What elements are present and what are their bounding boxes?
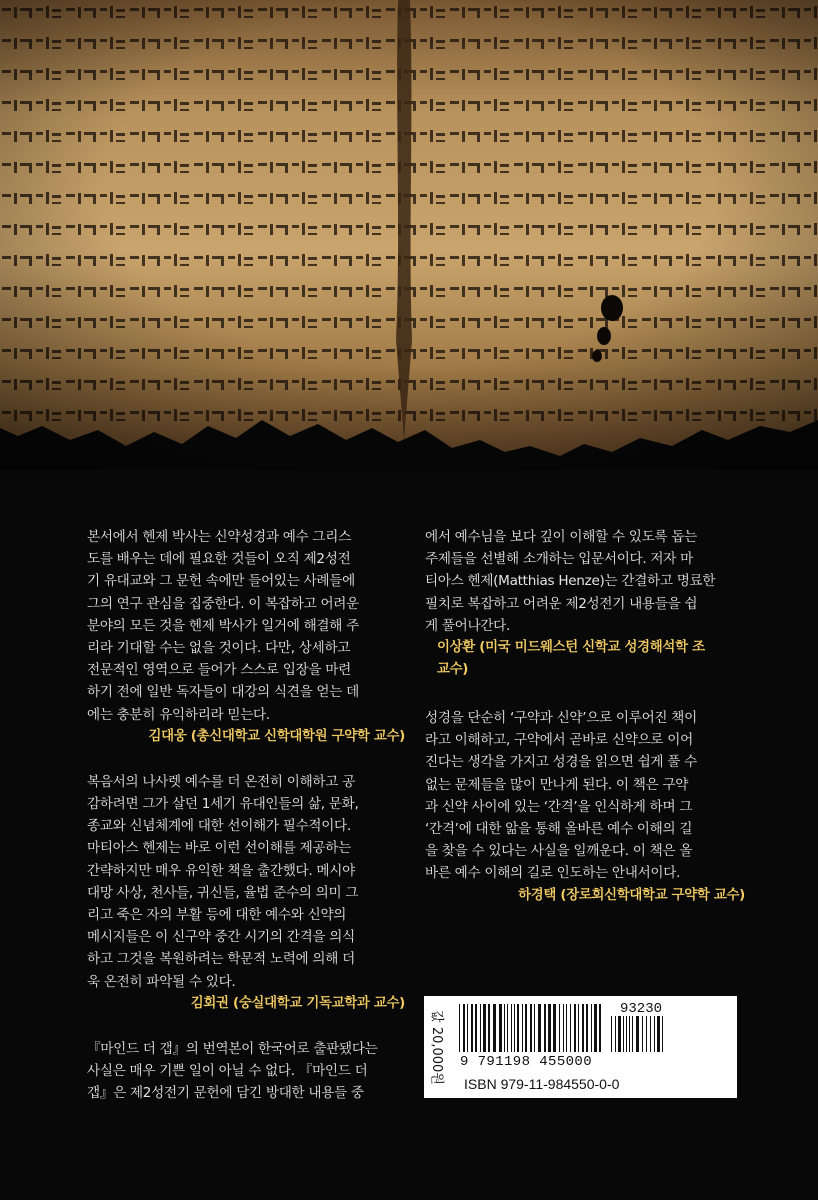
barcode-bar <box>504 1004 505 1052</box>
barcode-bar <box>623 1016 624 1052</box>
barcode-bar <box>525 1004 527 1052</box>
barcode-bar <box>662 1016 663 1052</box>
barcode-bar <box>517 1004 519 1052</box>
endorsement-text: 본서에서 헨제 박사는 신약성경과 예수 그리스 도를 배우는 데에 필요한 것들이 오직 제2성전 기 유대교와 그 문헌 속에만 들어있는 사례들에 그의 연구 관심을 집중한다. 이 복잡하고 어려운 분야의 모든 것을 헨제 박사가 일거에 해결해 주 리라 기대할 수는 없을 것이다. 다만, 상세하고 전문적인 영역으로 들어가 스스로 입장을 마련 하기 전에 일반 독자들이 대강의 식견을 얻는 데 에는 충분히 유익하리라 믿는다. <box>87 529 359 723</box>
barcode-bar <box>544 1004 546 1052</box>
barcode-bar <box>615 1016 616 1052</box>
barcode-bar <box>650 1016 651 1052</box>
isbn-number: ISBN 979-11-984550-0-0 <box>464 1076 620 1092</box>
addon-barcode-bars <box>610 1016 665 1052</box>
endorsement-text: 복음서의 나사렛 예수를 더 온전히 이해하고 공 감하려면 그가 살던 1세기 유대인들의 삶, 문화, 종교와 신념체계에 대한 선이해가 필수적이다. 마티아스 헨제는 바로 이런 선이해를 제공하는 간략하지만 매우 유익한 책을 출간했다. 메시야 대망 사상, 천사들, 귀신들, 율법 준수의 의미 그 리고 죽은 자의 부활 등에 대한 예수와 신약의 메시지들은 이 신구약 중간 시기의 간격을 의식 하고 그것을 복원하려는 학문적 노력에 의해 더 욱 온전히 파악될 수 있다. <box>87 773 359 990</box>
barcode-bar <box>463 1004 465 1052</box>
barcode-bar <box>654 1016 655 1052</box>
barcode-bar <box>493 1004 496 1052</box>
barcode-bar <box>553 1004 556 1052</box>
barcode-bar <box>511 1004 512 1052</box>
barcode-bar <box>586 1004 588 1052</box>
addon-code: 93230 <box>620 1001 663 1017</box>
barcode-bar <box>646 1016 647 1052</box>
barcode-bar <box>563 1004 564 1052</box>
barcode-bar <box>629 1016 630 1052</box>
barcode-bar <box>566 1004 567 1052</box>
barcode-bars <box>458 1004 604 1052</box>
endorsement-attribution: 김대웅 (총신대학교 신학대학원 구약학 교수) <box>148 728 405 744</box>
barcode-bar <box>538 1004 541 1052</box>
endorsement-text: 에서 예수님을 보다 깊이 이해할 수 있도록 돕는 주제들을 선별해 소개하는 입문서이다. 저자 마 티아스 헨제(Matthias Henze)는 간결하고 명료한 필치로 복잡하고 어려운 제2성전기 내용들을 쉽 게 풀어나간다. <box>425 529 716 634</box>
barcode-bar <box>626 1016 627 1052</box>
endorsement-text: 『마인드 더 갭』의 번역본이 한국어로 출판됐다는 사실은 매우 기쁜 일이 아닐 수 없다. 『마인드 더 갭』은 제2성전기 문헌에 담긴 방대한 내용들 중 <box>87 1040 378 1102</box>
barcode-bar <box>582 1004 584 1052</box>
price-label-container <box>424 996 452 1098</box>
barcode-bar <box>475 1004 477 1052</box>
barcode-bar <box>632 1016 633 1052</box>
endorsement-attribution: 김회권 (숭실대학교 기독교학과 교수) <box>190 995 405 1011</box>
endorsement-attribution: 이상환 (미국 미드웨스턴 신학교 성경해석학 조 교수) <box>437 640 705 678</box>
barcode-bar <box>534 1004 535 1052</box>
ean-number: 9 791198 455000 <box>460 1054 593 1070</box>
barcode-bar <box>657 1016 660 1052</box>
barcode-bar <box>507 1004 508 1052</box>
barcode-bar <box>522 1004 523 1052</box>
barcode-bar <box>611 1016 612 1052</box>
right-column <box>425 526 745 907</box>
barcode-bar <box>467 1004 468 1052</box>
barcode-bar <box>514 1004 515 1052</box>
barcode-bar <box>618 1016 621 1052</box>
barcode-bar <box>499 1004 502 1052</box>
barcode-bar <box>636 1016 639 1052</box>
barcode-bar <box>591 1004 592 1052</box>
barcode-bar <box>570 1004 571 1052</box>
dead-sea-scroll-image <box>0 0 818 470</box>
barcode-bar <box>530 1004 532 1052</box>
barcode-bar <box>488 1004 490 1052</box>
barcode-bar <box>548 1004 551 1052</box>
endorsement-attribution: 하경택 (장로회신학대학교 구약학 교수) <box>518 887 745 903</box>
endorsement-text: 성경을 단순히 ‘구약과 신약’으로 이루어진 책이 라고 이해하고, 구약에서 곧바로 신약으로 이어 진다는 생각을 가지고 성경을 읽으면 쉽게 풀 수 없는 문제들을 많이 만나게 된다. 이 책은 구약 과 신약 사이에 있는 ‘간격’을 인식하게 하며 그 ‘간격’에 대한 앎을 통해 올바른 예수 이해의 길 을 찾을 수 있다는 사실을 일깨운다. 이 책은 올 바른 예수 이해의 길로 인도하는 안내서이다. <box>425 710 697 882</box>
barcode-bar <box>594 1004 597 1052</box>
left-column <box>87 526 405 1104</box>
barcode-bar <box>480 1004 481 1052</box>
barcode-bar <box>483 1004 486 1052</box>
barcode-bar <box>642 1016 643 1052</box>
price-label: 값 20,000원 <box>428 1009 444 1085</box>
barcode-bar <box>459 1004 460 1052</box>
barcode-bar <box>574 1004 576 1052</box>
barcode-bar <box>599 1004 601 1052</box>
barcode-bar <box>578 1004 579 1052</box>
barcode-bar <box>471 1004 473 1052</box>
barcode-box <box>424 996 737 1098</box>
barcode-bar <box>559 1004 560 1052</box>
